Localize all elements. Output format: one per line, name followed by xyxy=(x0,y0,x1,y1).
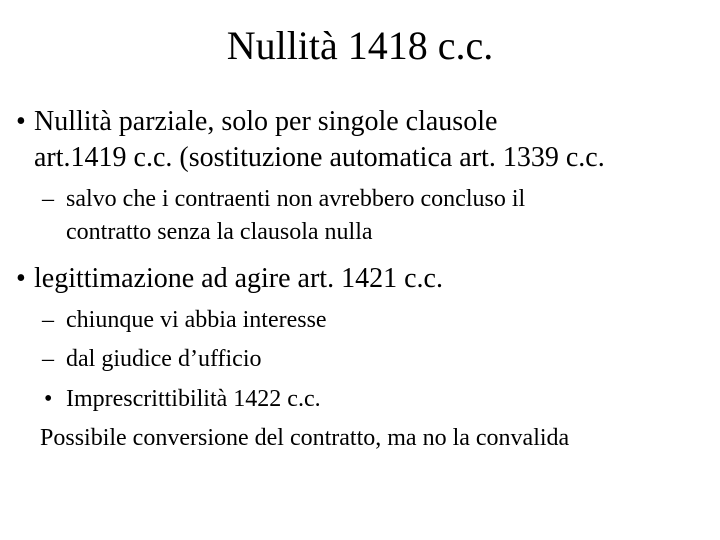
bullet-item-line: Nullità parziale, solo per singole clausole xyxy=(34,106,498,137)
dash-icon: – xyxy=(42,346,54,372)
dash-icon: – xyxy=(42,186,54,212)
bullet-item-line: legittimazione ad agire art. 1421 c.c. xyxy=(34,263,443,294)
bullet-item-line: art.1419 c.c. (sostituzione automatica art. 1339 c.c. xyxy=(34,142,605,173)
dash-icon: – xyxy=(42,307,54,333)
bullet-icon: • xyxy=(16,106,26,137)
bullet-icon: • xyxy=(44,386,53,412)
sub-item-line: dal giudice d’ufficio xyxy=(66,346,262,372)
slide-title: Nullità 1418 c.c. xyxy=(226,23,494,68)
sub-item-line: salvo che i contraenti non avrebbero concluso il xyxy=(66,186,526,212)
bullet-icon: • xyxy=(16,263,26,294)
closing-text: Possibile conversione del contratto, ma no la convalida xyxy=(40,425,570,451)
sub-item-line: Imprescrittibilità 1422 c.c. xyxy=(66,386,321,412)
sub-item-line: contratto senza la clausola nulla xyxy=(66,219,373,245)
sub-item-line: chiunque vi abbia interesse xyxy=(66,307,327,333)
